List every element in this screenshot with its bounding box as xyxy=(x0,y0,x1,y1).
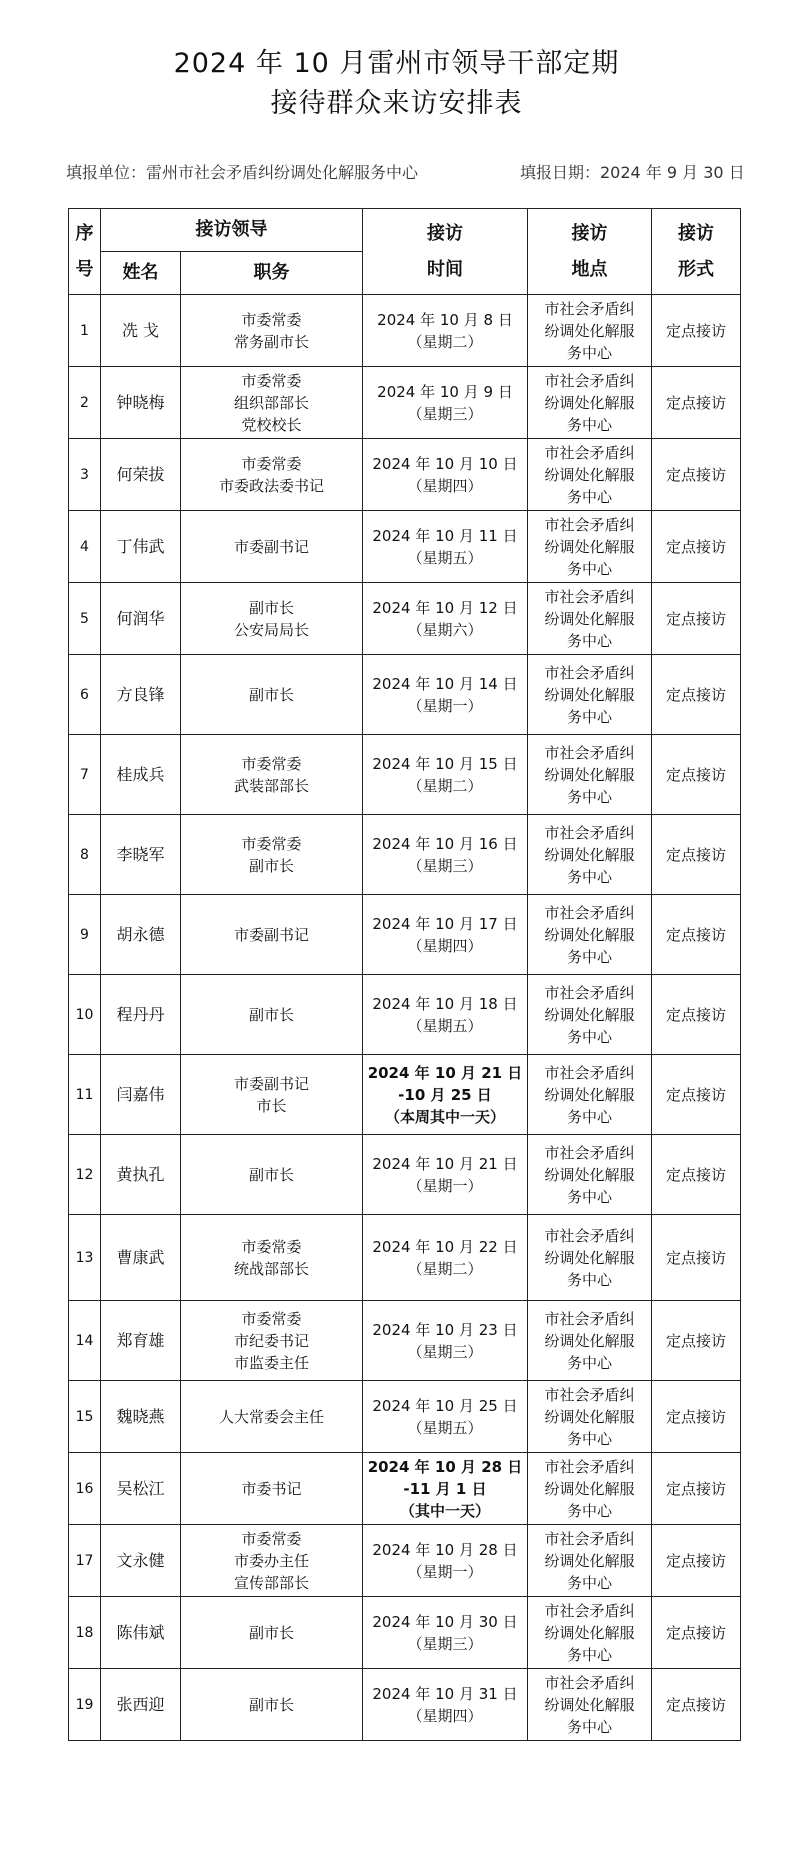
row-number: 4 xyxy=(69,511,101,583)
row-number: 10 xyxy=(69,975,101,1055)
leader-position: 副市长 公安局局长 xyxy=(181,583,363,655)
leader-name: 魏晓燕 xyxy=(101,1381,181,1453)
visit-date: 2024 年 10 月 21 日 （星期一） xyxy=(363,1135,528,1215)
table-body xyxy=(69,295,741,1741)
leader-position: 市委常委 常务副市长 xyxy=(181,295,363,367)
visit-date: 2024 年 10 月 23 日 （星期三） xyxy=(363,1301,528,1381)
row-number: 17 xyxy=(69,1525,101,1597)
visit-date: 2024 年 10 月 21 日 -10 月 25 日 （本周其中一天） xyxy=(363,1055,528,1135)
table-row xyxy=(69,815,741,895)
table-row xyxy=(69,895,741,975)
reporting-date: 填报日期：2024 年 9 月 30 日 xyxy=(520,163,745,182)
table-row xyxy=(69,367,741,439)
visit-place: 市社会矛盾纠 纷调处化解服 务中心 xyxy=(528,439,652,511)
leader-position: 市委常委 市委政法委书记 xyxy=(181,439,363,511)
leader-name: 文永健 xyxy=(101,1525,181,1597)
visit-place: 市社会矛盾纠 纷调处化解服 务中心 xyxy=(528,1669,652,1741)
leader-name: 张西迎 xyxy=(101,1669,181,1741)
visit-form: 定点接访 xyxy=(652,1453,741,1525)
visit-form: 定点接访 xyxy=(652,1525,741,1597)
table-row xyxy=(69,439,741,511)
visit-place: 市社会矛盾纠 纷调处化解服 务中心 xyxy=(528,1135,652,1215)
table-row xyxy=(69,1525,741,1597)
visit-date: 2024 年 10 月 9 日 （星期三） xyxy=(363,367,528,439)
visit-place: 市社会矛盾纠 纷调处化解服 务中心 xyxy=(528,1381,652,1453)
leader-name: 胡永德 xyxy=(101,895,181,975)
row-number: 18 xyxy=(69,1597,101,1669)
row-number: 14 xyxy=(69,1301,101,1381)
visit-date: 2024 年 10 月 31 日 （星期四） xyxy=(363,1669,528,1741)
visit-place: 市社会矛盾纠 纷调处化解服 务中心 xyxy=(528,895,652,975)
leader-name: 闫嘉伟 xyxy=(101,1055,181,1135)
header-name: 姓名 xyxy=(101,252,181,295)
header-position: 职务 xyxy=(181,252,363,295)
visit-form: 定点接访 xyxy=(652,439,741,511)
visit-form: 定点接访 xyxy=(652,1669,741,1741)
visit-date: 2024 年 10 月 28 日 -11 月 1 日 （其中一天） xyxy=(363,1453,528,1525)
leader-position: 副市长 xyxy=(181,975,363,1055)
leader-position: 市委常委 统战部部长 xyxy=(181,1215,363,1301)
row-number: 2 xyxy=(69,367,101,439)
page-title xyxy=(0,44,793,124)
visit-place: 市社会矛盾纠 纷调处化解服 务中心 xyxy=(528,1215,652,1301)
visit-form: 定点接访 xyxy=(652,1381,741,1453)
leader-name: 程丹丹 xyxy=(101,975,181,1055)
visit-form: 定点接访 xyxy=(652,655,741,735)
visit-form: 定点接访 xyxy=(652,975,741,1055)
leader-position: 市委副书记 xyxy=(181,511,363,583)
table-row xyxy=(69,655,741,735)
leader-name: 陈伟斌 xyxy=(101,1597,181,1669)
row-number: 13 xyxy=(69,1215,101,1301)
leader-name: 方良锋 xyxy=(101,655,181,735)
visit-date: 2024 年 10 月 15 日 （星期二） xyxy=(363,735,528,815)
reporting-unit: 填报单位：雷州市社会矛盾纠纷调处化解服务中心 xyxy=(66,163,419,182)
visit-place: 市社会矛盾纠 纷调处化解服 务中心 xyxy=(528,655,652,735)
title-line-2: 接待群众来访安排表 xyxy=(270,88,523,119)
visit-place: 市社会矛盾纠 纷调处化解服 务中心 xyxy=(528,295,652,367)
visit-form: 定点接访 xyxy=(652,735,741,815)
visit-form: 定点接访 xyxy=(652,367,741,439)
leader-position: 市委常委 武装部部长 xyxy=(181,735,363,815)
row-number: 19 xyxy=(69,1669,101,1741)
visit-place: 市社会矛盾纠 纷调处化解服 务中心 xyxy=(528,1055,652,1135)
row-number: 11 xyxy=(69,1055,101,1135)
leader-name: 钟晓梅 xyxy=(101,367,181,439)
row-number: 7 xyxy=(69,735,101,815)
leader-name: 吴松江 xyxy=(101,1453,181,1525)
table-row xyxy=(69,1301,741,1381)
visit-place: 市社会矛盾纠 纷调处化解服 务中心 xyxy=(528,1597,652,1669)
visit-form: 定点接访 xyxy=(652,295,741,367)
leader-name: 桂成兵 xyxy=(101,735,181,815)
visit-form: 定点接访 xyxy=(652,583,741,655)
leader-name: 郑育雄 xyxy=(101,1301,181,1381)
visit-date: 2024 年 10 月 16 日 （星期三） xyxy=(363,815,528,895)
visit-form: 定点接访 xyxy=(652,511,741,583)
leader-name: 何润华 xyxy=(101,583,181,655)
visit-place: 市社会矛盾纠 纷调处化解服 务中心 xyxy=(528,367,652,439)
visit-place: 市社会矛盾纠 纷调处化解服 务中心 xyxy=(528,975,652,1055)
visit-place: 市社会矛盾纠 纷调处化解服 务中心 xyxy=(528,1301,652,1381)
visit-date: 2024 年 10 月 22 日 （星期二） xyxy=(363,1215,528,1301)
visit-place: 市社会矛盾纠 纷调处化解服 务中心 xyxy=(528,815,652,895)
table-row xyxy=(69,295,741,367)
table-row xyxy=(69,1381,741,1453)
table-row xyxy=(69,1135,741,1215)
leader-name: 曹康武 xyxy=(101,1215,181,1301)
leader-position: 人大常委会主任 xyxy=(181,1381,363,1453)
visit-form: 定点接访 xyxy=(652,1301,741,1381)
visit-form: 定点接访 xyxy=(652,1597,741,1669)
header-leader: 接访领导 xyxy=(101,209,363,252)
visit-place: 市社会矛盾纠 纷调处化解服 务中心 xyxy=(528,1525,652,1597)
visit-date: 2024 年 10 月 14 日 （星期一） xyxy=(363,655,528,735)
visit-form: 定点接访 xyxy=(652,815,741,895)
leader-position: 市委常委 组织部部长 党校校长 xyxy=(181,367,363,439)
visit-form: 定点接访 xyxy=(652,1055,741,1135)
row-number: 12 xyxy=(69,1135,101,1215)
table-row xyxy=(69,735,741,815)
row-number: 8 xyxy=(69,815,101,895)
leader-name: 李晓军 xyxy=(101,815,181,895)
table-row xyxy=(69,583,741,655)
leader-position: 市委书记 xyxy=(181,1453,363,1525)
schedule-table xyxy=(68,208,741,1741)
leader-position: 市委常委 副市长 xyxy=(181,815,363,895)
visit-form: 定点接访 xyxy=(652,1135,741,1215)
header-time: 接访 时间 xyxy=(363,209,528,295)
title-line-1: 2024 年 10 月雷州市领导干部定期 xyxy=(173,48,620,79)
leader-name: 何荣拔 xyxy=(101,439,181,511)
row-number: 6 xyxy=(69,655,101,735)
row-number: 16 xyxy=(69,1453,101,1525)
header-place: 接访 地点 xyxy=(528,209,652,295)
leader-name: 冼 戈 xyxy=(101,295,181,367)
visit-form: 定点接访 xyxy=(652,895,741,975)
visit-date: 2024 年 10 月 28 日 （星期一） xyxy=(363,1525,528,1597)
leader-position: 市委常委 市纪委书记 市监委主任 xyxy=(181,1301,363,1381)
visit-date: 2024 年 10 月 12 日 （星期六） xyxy=(363,583,528,655)
leader-name: 黄执孔 xyxy=(101,1135,181,1215)
visit-place: 市社会矛盾纠 纷调处化解服 务中心 xyxy=(528,735,652,815)
visit-date: 2024 年 10 月 10 日 （星期四） xyxy=(363,439,528,511)
row-number: 1 xyxy=(69,295,101,367)
visit-place: 市社会矛盾纠 纷调处化解服 务中心 xyxy=(528,1453,652,1525)
visit-date: 2024 年 10 月 25 日 （星期五） xyxy=(363,1381,528,1453)
table-row xyxy=(69,1453,741,1525)
table-row xyxy=(69,1669,741,1741)
visit-place: 市社会矛盾纠 纷调处化解服 务中心 xyxy=(528,511,652,583)
table-row xyxy=(69,1215,741,1301)
leader-position: 市委常委 市委办主任 宣传部部长 xyxy=(181,1525,363,1597)
row-number: 5 xyxy=(69,583,101,655)
visit-date: 2024 年 10 月 17 日 （星期四） xyxy=(363,895,528,975)
visit-place: 市社会矛盾纠 纷调处化解服 务中心 xyxy=(528,583,652,655)
header-form: 接访 形式 xyxy=(652,209,741,295)
leader-position: 副市长 xyxy=(181,1669,363,1741)
row-number: 3 xyxy=(69,439,101,511)
table-row xyxy=(69,1597,741,1669)
visit-date: 2024 年 10 月 30 日 （星期三） xyxy=(363,1597,528,1669)
leader-position: 副市长 xyxy=(181,655,363,735)
header-row-1 xyxy=(69,209,741,252)
visit-date: 2024 年 10 月 8 日 （星期二） xyxy=(363,295,528,367)
leader-position: 副市长 xyxy=(181,1135,363,1215)
visit-date: 2024 年 10 月 18 日 （星期五） xyxy=(363,975,528,1055)
table-row xyxy=(69,975,741,1055)
table-row xyxy=(69,511,741,583)
leader-position: 市委副书记 市长 xyxy=(181,1055,363,1135)
leader-position: 副市长 xyxy=(181,1597,363,1669)
row-number: 9 xyxy=(69,895,101,975)
header-seq: 序 号 xyxy=(69,209,101,295)
row-number: 15 xyxy=(69,1381,101,1453)
visit-form: 定点接访 xyxy=(652,1215,741,1301)
leader-name: 丁伟武 xyxy=(101,511,181,583)
leader-position: 市委副书记 xyxy=(181,895,363,975)
visit-date: 2024 年 10 月 11 日 （星期五） xyxy=(363,511,528,583)
table-row xyxy=(69,1055,741,1135)
